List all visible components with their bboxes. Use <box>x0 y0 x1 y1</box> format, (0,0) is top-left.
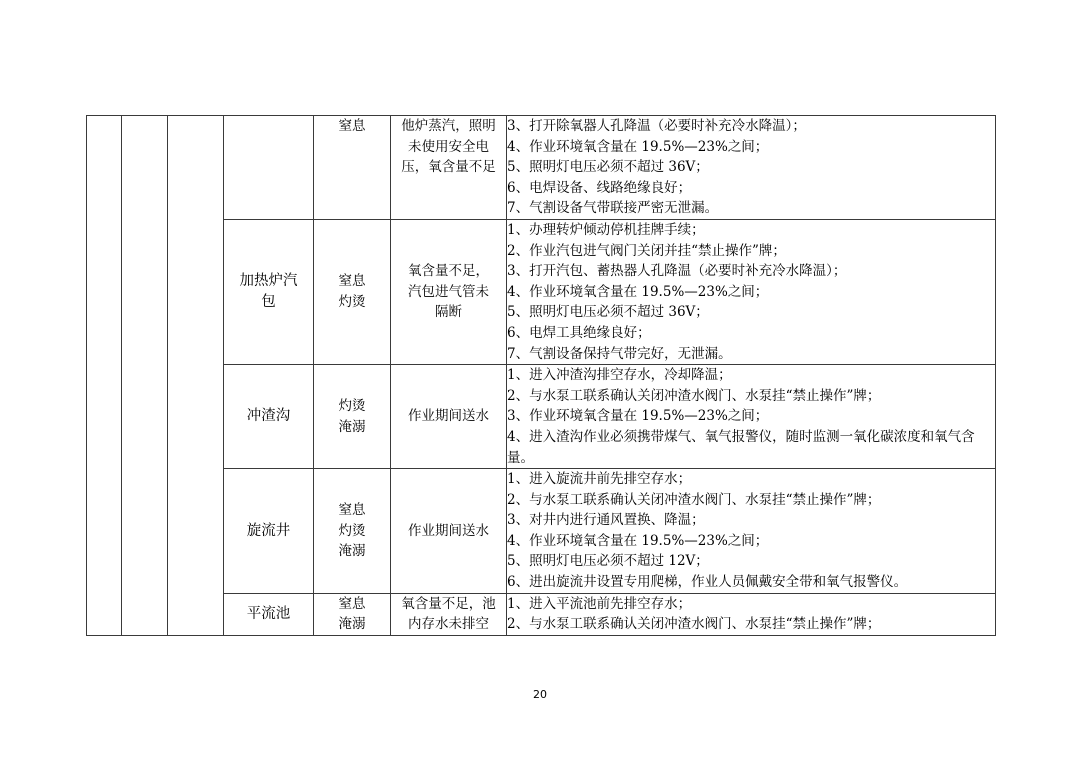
table-row <box>87 593 996 635</box>
hazard-cell: 窒息 灼烫 <box>314 219 391 364</box>
table-row <box>87 469 996 594</box>
safety-measures-table-page <box>86 115 996 636</box>
cause-cell: 他炉蒸汽，照明 未使用安全电 压，氧含量不足 <box>391 116 507 220</box>
hazard-cell: 窒息 灼烫 淹溺 <box>314 469 391 594</box>
measures-cell: 3、打开除氧器人孔降温（必要时补充冷水降温）； 4、作业环境氧含量在 19.5%—23%之间； 5、照明灯电压必须不超过 36V； 6、电焊设备、线路绝缘良好； 7、气割设备气带联接严密无泄漏。 <box>507 116 996 220</box>
category-cell-2 <box>122 116 168 636</box>
cause-cell: 作业期间送水 <box>391 365 507 469</box>
location-cell: 冲渣沟 <box>224 365 314 469</box>
table-row <box>87 365 996 469</box>
hazard-cell: 窒息 <box>314 116 391 220</box>
safety-measures-table <box>86 115 996 636</box>
location-cell: 加热炉汽包 <box>224 219 314 364</box>
cause-cell: 氧含量不足， 汽包进气管未 隔断 <box>391 219 507 364</box>
location-cell: 旋流井 <box>224 469 314 594</box>
cause-cell: 作业期间送水 <box>391 469 507 594</box>
measures-cell: 1、进入平流池前先排空存水； 2、与水泵工联系确认关闭冲渣水阀门、水泵挂“禁止操作”牌； <box>507 593 996 635</box>
category-cell-3 <box>168 116 224 636</box>
measures-cell: 1、进入冲渣沟排空存水，冷却降温； 2、与水泵工联系确认关闭冲渣水阀门、水泵挂“禁止操作”牌； 3、作业环境氧含量在 19.5%—23%之间； 4、进入渣沟作业必须携带煤气、氧气报警仪，随时监测一氧化碳浓度和氧气含量。 <box>507 365 996 469</box>
page-number: 20 <box>533 688 547 701</box>
category-cell-1 <box>87 116 122 636</box>
measures-cell: 1、进入旋流井前先排空存水； 2、与水泵工联系确认关闭冲渣水阀门、水泵挂“禁止操作”牌； 3、对井内进行通风置换、降温； 4、作业环境氧含量在 19.5%—23%之间； 5、照明灯电压必须不超过 12V； 6、进出旋流井设置专用爬梯，作业人员佩戴安全带和氧气报警仪。 <box>507 469 996 594</box>
location-cell: 平流池 <box>224 593 314 635</box>
table-row <box>87 219 996 364</box>
table-row <box>87 116 996 220</box>
cause-cell: 氧含量不足，池 内存水未排空 <box>391 593 507 635</box>
hazard-cell: 灼烫 淹溺 <box>314 365 391 469</box>
measures-cell: 1、办理转炉倾动停机挂牌手续； 2、作业汽包进气阀门关闭并挂“禁止操作”牌； 3、打开汽包、蓄热器人孔降温（必要时补充冷水降温）； 4、作业环境氧含量在 19.5%—23%之间； 5、照明灯电压必须不超过 36V； 6、电焊工具绝缘良好； 7、气割设备保持气带完好，无泄漏。 <box>507 219 996 364</box>
location-cell <box>224 116 314 220</box>
hazard-cell: 窒息 淹溺 <box>314 593 391 635</box>
